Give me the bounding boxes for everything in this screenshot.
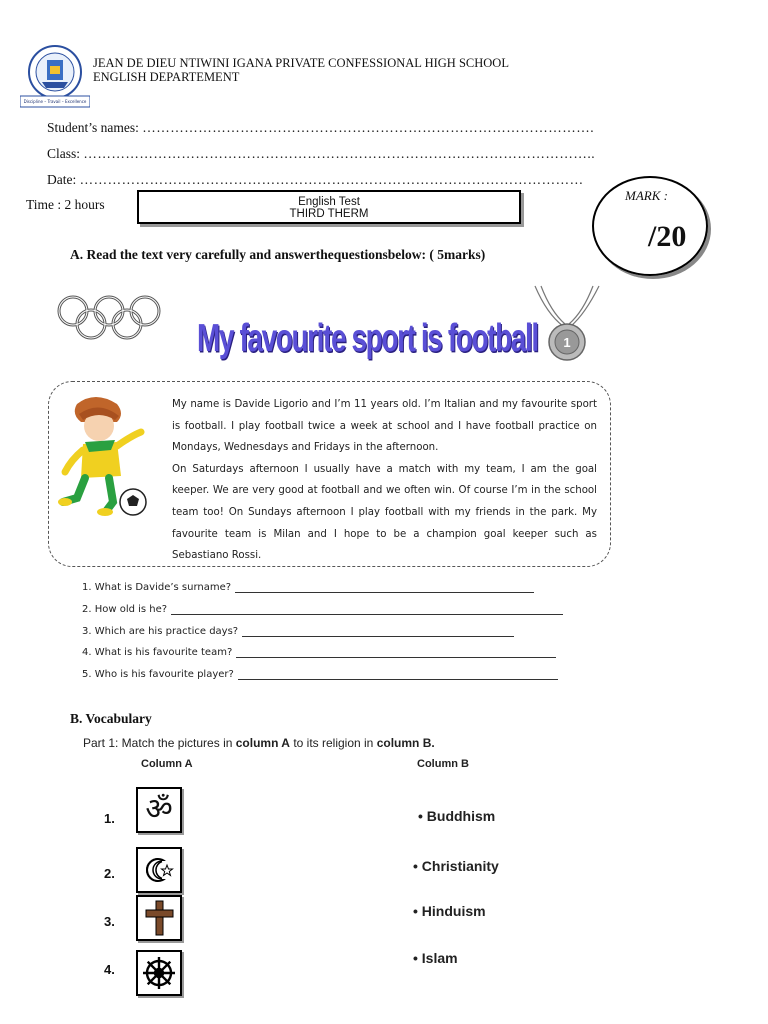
medal-icon [527, 284, 607, 369]
item-number: 3. [104, 914, 115, 929]
answer-line[interactable] [238, 669, 558, 680]
question-item: 5. Who is his favourite player? [82, 669, 558, 680]
section-b-heading: B. Vocabulary [70, 711, 152, 726]
logo-motto: Discipline – Travail – Excellence [23, 99, 87, 104]
mark-label: MARK : [625, 188, 668, 203]
class-dots: ……………………………………………………………………………………………….. [83, 146, 596, 161]
column-a-heading: Column A [141, 758, 193, 770]
item-number: 4. [104, 962, 115, 977]
date-label: Date: [47, 172, 77, 187]
test-title-box [137, 190, 521, 224]
department-name: ENGLISH DEPARTEMENT [93, 70, 240, 84]
part1-instruction: Part 1: Match the pictures in column A to its religion in column B. [83, 736, 435, 750]
answer-line[interactable] [236, 647, 556, 658]
star-crescent-icon [136, 847, 182, 893]
passage-paragraph: My name is Davide Ligorio and I’m 11 years old. I’m Italian and my favourite sport is football. I play football twice a week at school and I have football practice on Mondays, Wednesdays and Fridays in the afternoon. [172, 399, 597, 454]
date-field[interactable] [47, 172, 584, 188]
mark-value: /20 [648, 220, 687, 253]
item-number: 2. [104, 866, 115, 881]
religion-option: • Buddhism [418, 808, 496, 824]
section-a-heading: A. Read the text very carefully and answerthequestionsbelow: ( 5marks) [70, 247, 486, 262]
passage-title: My favourite sport is football [197, 316, 538, 360]
answer-line[interactable] [171, 604, 563, 615]
passage-text [172, 394, 597, 567]
date-dots: ……………………………………………………………………………………………… [79, 172, 584, 187]
class-label: Class: [47, 146, 81, 161]
medal-number: 1 [563, 335, 571, 350]
test-title: English Test [298, 196, 360, 208]
religion-option: • Hinduism [413, 903, 486, 919]
olympic-rings-icon [55, 293, 165, 348]
time-label: Time : 2 hours [26, 197, 105, 212]
dharma-wheel-icon [136, 950, 182, 996]
question-item: 2. How old is he? [82, 604, 563, 615]
om-icon: ॐ [136, 787, 182, 833]
students-names-field[interactable] [47, 120, 594, 136]
cross-icon [136, 895, 182, 941]
item-number: 1. [104, 811, 115, 826]
answer-line[interactable] [242, 626, 514, 637]
school-logo [20, 44, 90, 108]
column-b-heading: Column B [417, 758, 469, 770]
religion-option: • Islam [413, 950, 458, 966]
students-names-label: Student’s names: [47, 120, 139, 135]
school-name: JEAN DE DIEU NTIWINI IGANA PRIVATE CONFESSIONAL HIGH SCHOOL [93, 56, 509, 70]
answer-line[interactable] [235, 582, 534, 593]
question-item: 1. What is Davide’s surname? [82, 582, 534, 593]
students-names-dots: ……………………………………………………………………………………. [142, 120, 595, 135]
question-item: 3. Which are his practice days? [82, 626, 514, 637]
religion-option: • Christianity [413, 858, 499, 874]
passage-paragraph: On Saturdays afternoon I usually have a match with my team, I am the goal keeper. We are very good at football and we often win. Of course I’m in the school team too! On Sundays afternoon I play football with my friends in the park. My favourite team is Milan and I hope to be a champion goal keeper such as Sebastiano Rossi. [172, 463, 597, 562]
class-field[interactable] [47, 146, 595, 162]
school-header [93, 56, 509, 84]
football-player-icon [55, 392, 155, 527]
test-term: THIRD THERM [289, 208, 369, 220]
question-item: 4. What is his favourite team? [82, 647, 556, 658]
